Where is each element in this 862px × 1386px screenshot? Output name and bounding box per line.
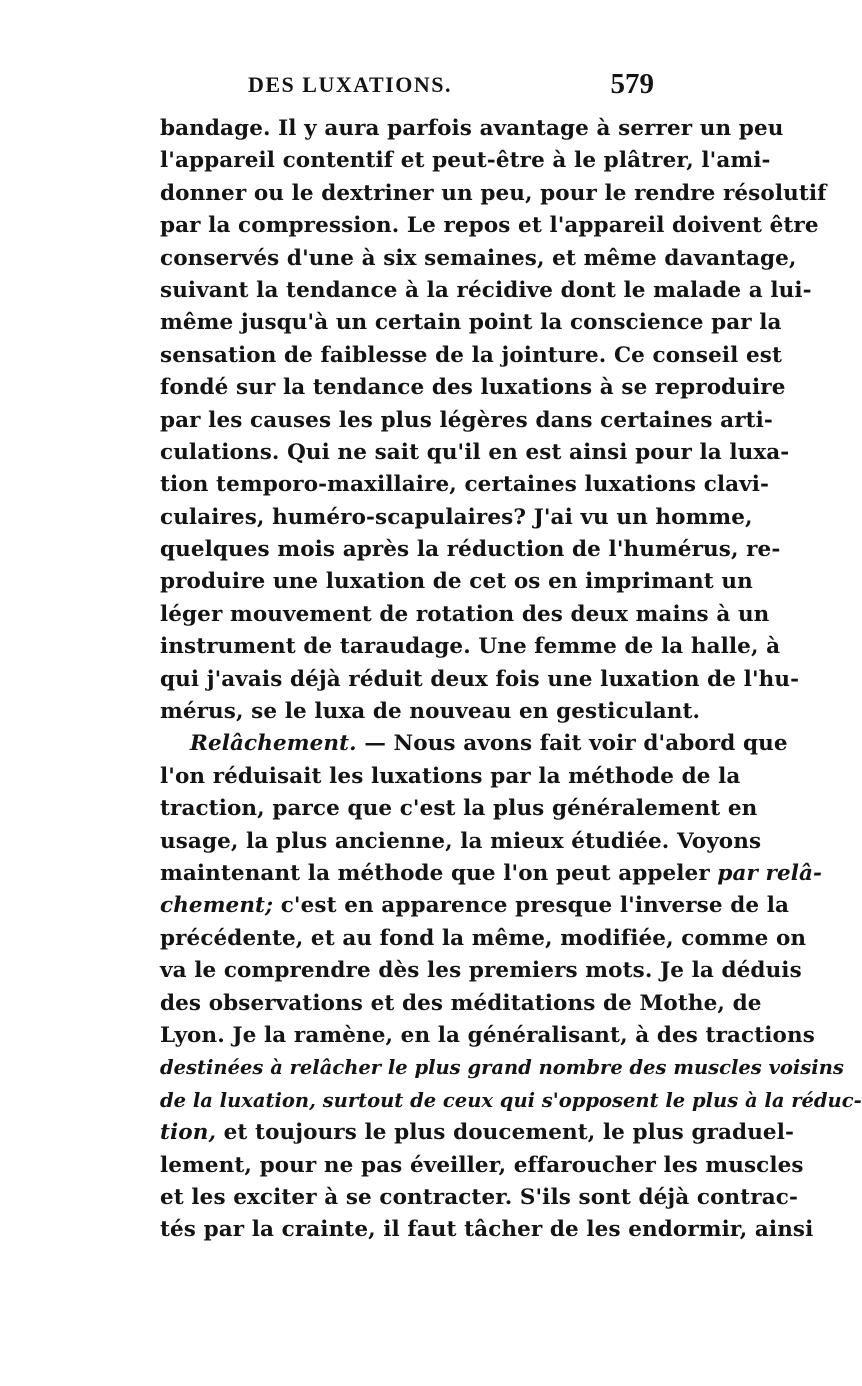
text-line bbox=[160, 728, 788, 760]
italic-term: chement; bbox=[160, 893, 274, 919]
text-line: des observations et des méditations de Mothe, de bbox=[160, 990, 762, 1016]
text-line: qui j'avais déjà réduit deux fois une luxation de l'hu- bbox=[160, 666, 800, 692]
text-line: bandage. Il y aura parfois avantage à serrer un peu bbox=[160, 116, 784, 141]
text-line: lement, pour ne pas éveiller, effaroucher les muscles bbox=[160, 1152, 804, 1178]
text-line: tion temporo-maxillaire, certaines luxations clavi- bbox=[160, 472, 770, 498]
text-line: conservés d'une à six semaines, et même davantage, bbox=[160, 245, 797, 271]
italic-term: tion, bbox=[160, 1120, 217, 1146]
text-segment: maintenant la méthode que l'on peut appeler bbox=[160, 860, 710, 886]
text-line: donner ou le dextriner un peu, pour le rendre résolutif bbox=[160, 180, 827, 206]
text-line: par les causes les plus légères dans certaines arti- bbox=[160, 407, 773, 433]
text-line: tés par la crainte, il faut tâcher de les endormir, ainsi bbox=[160, 1217, 814, 1243]
page-number: 579 bbox=[610, 68, 654, 100]
text-segment: — Nous avons fait voir d'abord que bbox=[364, 731, 788, 757]
text-line: l'appareil contentif et peut-être à le plâtrer, l'ami- bbox=[160, 148, 771, 174]
text-line: usage, la plus ancienne, la mieux étudiée. Voyons bbox=[160, 828, 762, 854]
text-line: et les exciter à se contracter. S'ils sont déjà contrac- bbox=[160, 1184, 798, 1210]
italic-term: par relâ- bbox=[717, 860, 823, 886]
text-line: produire une luxation de cet os en imprimant un bbox=[160, 569, 753, 595]
text-line-italic: de la luxation, surtout de ceux qui s'opposent le plus à la réduc- bbox=[160, 1088, 862, 1112]
text-line bbox=[160, 858, 823, 890]
section-heading-relachement: Relâchement. bbox=[190, 731, 357, 757]
running-head: DES LUXATIONS. bbox=[248, 72, 452, 97]
text-line: Lyon. Je la ramène, en la généralisant, à des tractions bbox=[160, 1022, 815, 1048]
text-line: mérus, se le luxa de nouveau en gesticulant. bbox=[160, 699, 701, 725]
text-segment: et toujours le plus doucement, le plus graduel- bbox=[223, 1120, 794, 1146]
text-line bbox=[160, 890, 790, 922]
text-line bbox=[160, 1117, 794, 1149]
text-line: léger mouvement de rotation des deux mains à un bbox=[160, 601, 770, 627]
text-line: culations. Qui ne sait qu'il en est ainsi pour la luxa- bbox=[160, 439, 790, 465]
text-line: traction, parce que c'est la plus généralement en bbox=[160, 796, 758, 822]
text-line: précédente, et au fond la même, modifiée, comme on bbox=[160, 925, 807, 951]
text-line: par la compression. Le repos et l'appareil doivent être bbox=[160, 213, 819, 239]
text-line: suivant la tendance à la récidive dont le malade a lui- bbox=[160, 277, 812, 303]
text-line: culaires, huméro-scapulaires? J'ai vu un homme, bbox=[160, 504, 753, 530]
text-line: va le comprendre dès les premiers mots. Je la déduis bbox=[160, 958, 802, 984]
text-line: fondé sur la tendance des luxations à se reproduire bbox=[160, 375, 786, 401]
text-line-italic: destinées à relâcher le plus grand nombre des muscles voisins bbox=[160, 1056, 844, 1080]
text-line: l'on réduisait les luxations par la méthode de la bbox=[160, 763, 741, 789]
text-line: instrument de taraudage. Une femme de la halle, à bbox=[160, 634, 781, 660]
body-text bbox=[160, 113, 862, 1247]
text-line: sensation de faiblesse de la jointure. Ce conseil est bbox=[160, 342, 782, 368]
page-header bbox=[248, 68, 654, 108]
text-segment: c'est en apparence presque l'inverse de la bbox=[280, 893, 790, 919]
text-line: même jusqu'à un certain point la conscience par la bbox=[160, 310, 782, 336]
text-line: quelques mois après la réduction de l'humérus, re- bbox=[160, 537, 781, 563]
